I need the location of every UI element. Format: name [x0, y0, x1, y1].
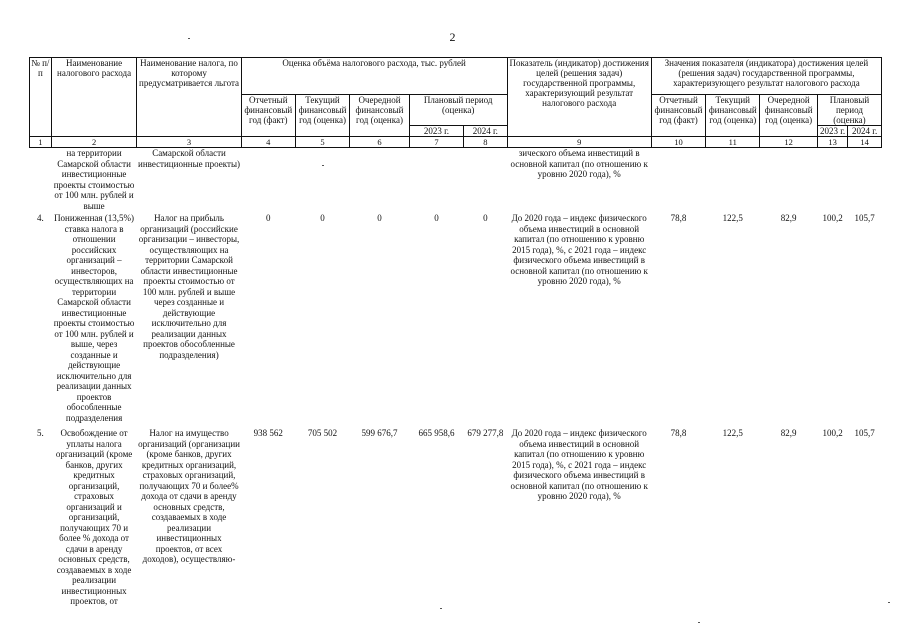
header-no: № п/п	[30, 58, 52, 137]
indicator-2024: 105,7	[854, 213, 875, 223]
scan-speck	[440, 608, 442, 609]
row-number: 5.	[36, 428, 44, 438]
col-number: 13	[817, 137, 847, 148]
header-year-2024-ind: 2024 г.	[848, 126, 882, 137]
indicator-2023: 100,2	[822, 428, 843, 438]
value-next	[350, 148, 410, 214]
col-number: 2	[51, 137, 137, 148]
header-values-group: Значения показателя (индикатора) достижения целей (решения задач) государственной программы, характеризующего результат налогового расхода	[651, 58, 881, 95]
value-report	[241, 148, 295, 214]
indicator-next: 82,9	[780, 428, 797, 438]
col-number: 6	[350, 137, 410, 148]
table-row	[30, 428, 882, 607]
header-report-year-ind: Отчетный финансовый год (факт)	[651, 95, 705, 137]
table-row	[30, 148, 882, 214]
row-number: 4.	[36, 213, 44, 223]
tax-name: Налог на прибыль организаций (российские организации – инвесторы, осуществляющих на территории Самарской области инвестиционные проекты стоимостью от 100 млн. рублей и выше через созданные и действующие исключительно для реализации данных проектов обособленные подразделения)	[138, 213, 240, 360]
header-year-2023: 2023 г.	[409, 126, 463, 137]
value-report: 938 562	[253, 428, 283, 438]
value-2023	[409, 148, 463, 214]
col-number: 9	[507, 137, 651, 148]
indicator-text: зического объема инвестиций в основной капитал (по отношению к уровню 2020 года), %	[510, 148, 648, 179]
indicator-current	[706, 148, 760, 214]
col-number: 7	[409, 137, 463, 148]
tax-expenditure-table	[29, 57, 882, 607]
col-number: 1	[30, 137, 52, 148]
indicator-2024: 105,7	[854, 428, 875, 438]
value-next: 0	[377, 213, 382, 223]
indicator-current: 122,5	[722, 213, 743, 223]
indicator-text: До 2020 года – индекс физического объема инвестиций в основной капитал (по отношению к уровню 2015 года), %, с 2021 года – индекс физического объема инвестиций в основной капитал (по отношению к уровню 2020 года), %	[510, 213, 648, 286]
col-number: 3	[137, 137, 241, 148]
page-number: 2	[449, 30, 456, 44]
value-current	[295, 148, 349, 214]
header-plan-period: Плановый период (оценка)	[409, 95, 507, 126]
scan-speck	[322, 165, 324, 166]
indicator-current: 122,5	[722, 428, 743, 438]
col-number: 11	[706, 137, 760, 148]
tax-name: Самарской области инвестиционные проекты)	[138, 148, 241, 169]
value-2024: 679 277,8	[467, 428, 504, 438]
indicator-report: 78,8	[670, 428, 687, 438]
header-tax: Наименование налога, по которому предусматривается льгота	[137, 58, 241, 137]
tax-name: Налог на имущество организаций (организации (кроме банков, других кредитных организаций, страховых организаций, получающих 70 и более% дохода от сдачи в аренду основных средств, создаваемых в ходе реализации инвестиционных проектов, от всех доходов), осуществляю-	[138, 428, 240, 564]
value-2024	[464, 148, 507, 214]
expenditure-name: Пониженная (13,5%) ставка налога в отношении российских организаций – инвесторов, осуществляющих на территории Самарской области инвестиционные проекты стоимостью от 100 млн. рублей и выше, через созданные и действующие исключительно для реализации данных проектов обособленные подразделения	[53, 213, 135, 423]
value-2023: 0	[434, 213, 439, 223]
col-number: 4	[241, 137, 295, 148]
header-next-year: Очередной финансовый год (оценка)	[350, 95, 410, 137]
scan-speck	[698, 622, 700, 623]
value-current: 705 502	[307, 428, 338, 438]
indicator-2023: 100,2	[822, 213, 843, 223]
value-report: 0	[266, 213, 271, 223]
indicator-text: До 2020 года – индекс физического объема инвестиций в основной капитал (по отношению к уровню 2015 года), %, с 2021 года – индекс физического объема инвестиций в основной капитал (по отношению к уровню 2020 года), %	[510, 428, 648, 501]
col-number: 5	[295, 137, 349, 148]
header-name: Наименование налогового расхода	[51, 58, 137, 137]
row-number	[30, 148, 52, 214]
header-plan-period-ind: Плановый период (оценка)	[817, 95, 881, 126]
col-number: 10	[651, 137, 705, 148]
indicator-next: 82,9	[780, 213, 797, 223]
indicator-report: 78,8	[670, 213, 687, 223]
header-current-year-ind: Текущий финансовый год (оценка)	[706, 95, 760, 137]
table-row	[30, 213, 882, 428]
value-current: 0	[320, 213, 325, 223]
col-number: 8	[464, 137, 507, 148]
header-indicator: Показатель (индикатор) достижения целей (решения задач) государственной программы, характеризующий результат налогового расхода	[507, 58, 651, 137]
expenditure-name: на территории Самарской области инвестиционные проекты стоимостью от 100 млн. рублей и выше	[53, 148, 135, 211]
indicator-2023	[817, 148, 847, 214]
header-year-2024: 2024 г.	[464, 126, 507, 137]
value-next: 599 676,7	[361, 428, 398, 438]
header-year-2023-ind: 2023 г.	[817, 126, 847, 137]
scan-speck	[188, 38, 190, 39]
header-next-year-ind: Очередной финансовый год (оценка)	[760, 95, 818, 137]
expenditure-name: Освобождение от уплаты налога организаций (кроме банков, других кредитных организаций, страховых организаций и организаций, получающих 70 и более % дохода от сдачи в аренду основных средств, создаваемых в ходе реализации инвестиционных проектов, от	[55, 428, 133, 606]
value-2023: 665 958,6	[418, 428, 455, 438]
indicator-next	[760, 148, 818, 214]
header-estimate-group: Оценка объёма налогового расхода, тыс. рублей	[241, 58, 507, 95]
col-number: 14	[848, 137, 882, 148]
header-report-year: Отчетный финансовый год (факт)	[241, 95, 295, 137]
col-number: 12	[760, 137, 818, 148]
scan-speck	[888, 602, 890, 603]
indicator-report	[651, 148, 705, 214]
header-current-year: Текущий финансовый год (оценка)	[295, 95, 349, 137]
value-2024: 0	[483, 213, 488, 223]
indicator-2024	[848, 148, 882, 214]
